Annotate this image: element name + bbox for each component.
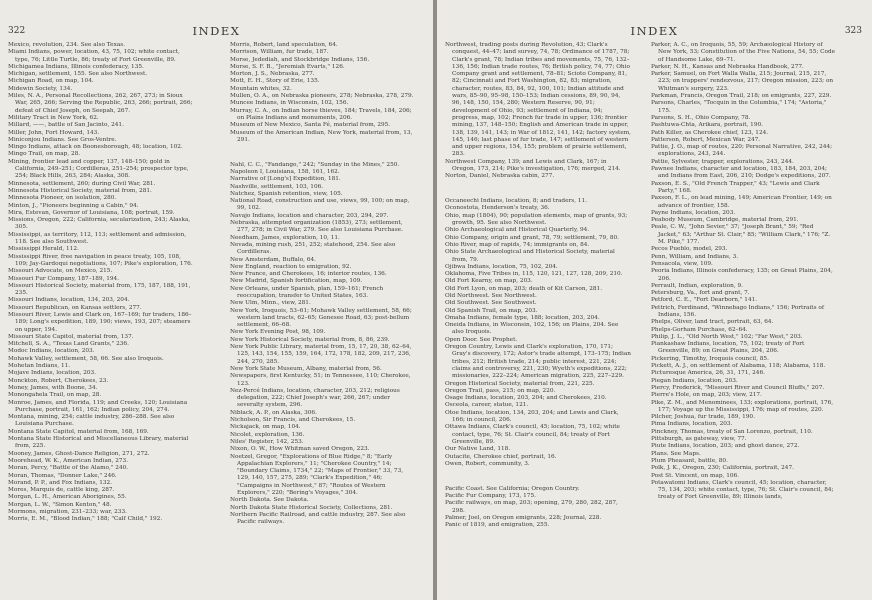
index-entry: Ohio State Archaeological and Historical Society, material from, 79. — [445, 249, 615, 263]
index-entry: Phelps-Gorham Purchase, 62–64. — [651, 326, 748, 333]
index-entry: Mooney, James, Ghost-Dance Religion, 271, 272. — [8, 450, 150, 457]
index-entry: Phelps, Oliver, land tract, portrait, 63, 64. — [651, 319, 774, 326]
index-entry: New York Evening Post, 98, 109. — [230, 329, 326, 336]
index-entry: Nicholson, Sir Francis, and Cherokees, 15. — [230, 417, 356, 424]
index-entry: Missions, Oregon, 222; California, secularization, 243; Alaska, 305. — [8, 217, 191, 231]
index-entry: Otoe Indians, location, 134, 203, 204; and Lewis and Clark, 166; in council, 206. — [445, 409, 619, 424]
index-entry: Mingo Trail, on map, 28. — [8, 151, 81, 158]
index-entry: Muncee Indians, in Wisconsin, 102, 156. — [230, 100, 349, 107]
index-entry: Mining, frontier lead and copper, 137, 148–150; gold in California, 249–251; Cordilleras, 251–254; prospector type, 254; Black Hills, 263, 284; Alaska, 308. — [8, 158, 189, 180]
index-entry: New York State Museum, Albany, material from, 56. — [230, 365, 382, 372]
index-entry: Minnesota Historical Society, material from, 281. — [8, 187, 152, 194]
index-entry: Piankashaw Indians, location, 75, 102; treaty of Fort Greenville, 89; on Great Plains, 204, 206. — [651, 341, 805, 355]
index-entry: Pettrich, Ferdinand, "Winnebago Indians," 156; Portraits of Indians, 156. — [651, 304, 824, 318]
index-entry: Pacific Fur Company, 173, 175. — [445, 492, 536, 499]
index-entry: Miller, John, Fort Howard, 143. — [8, 129, 100, 136]
index-entry: Morse, Jedediah, and Stockbridge Indians, 156. — [230, 56, 370, 63]
index-entry: New England, reaction to emigration, 92. — [230, 263, 352, 270]
index-entry: Pilcher, Joshua, fur trade, 189, 190. — [651, 414, 755, 421]
index-entry: Nez-Percé Indians, location, character, 203, 212; religious delegation, 222; Chief Joseph's war, 266, 267; under severalty system, 296. — [230, 387, 400, 409]
right-column-1 — [445, 42, 631, 529]
index-entry: Owen, Robert, community, 3. — [445, 460, 530, 467]
index-entry: Montana State Historical and Miscellaneous Library, material from, 225. — [8, 436, 189, 450]
index-entry: Minnesota Pioneer, on isolation, 280. — [8, 195, 117, 202]
index-entry: Morand, P. P., and Fox Indians, 132. — [8, 479, 112, 486]
index-entry: Nickajack, on map, 104. — [230, 424, 301, 431]
index-entry: Ohio Company, origin and grant, 78, 79; settlement, 79, 80. — [445, 234, 619, 241]
index-entry: Nicolet, exploration, 136. — [230, 431, 305, 438]
index-entry: Oklahoma, Five Tribes in, 115, 120, 121, 127, 128, 209, 210. — [445, 271, 623, 278]
index-entry: Midewin Society, 134. — [8, 85, 73, 92]
right-running-head — [437, 26, 872, 40]
index-entry: Narrative of [Long's] Expedition, 181. — [230, 176, 341, 183]
index-entry: Michigan, settlement, 155. See also Northwest. — [8, 71, 148, 78]
index-entry: Pacific railways, on map, 203; opening, 279, 280, 282, 287, 298. — [445, 500, 618, 514]
index-entry: Mohawk Valley, settlement, 58, 66. See also Iroquois. — [8, 355, 164, 362]
index-entry: Nebraska, attempted organization (1853), 273; settlement, 277, 278; in Civil War, 279. See also Louisiana Purchase. — [230, 220, 403, 234]
index-entry: Ohio, map (1804), 90; population elements, map of grants, 93; growth, 95. See also Northwest. — [445, 212, 628, 227]
index-entry: Philip, J. L., "Old North West," 102; "Far West," 203. — [651, 333, 803, 340]
index-entry: Mullen, O. A., on Nebraska pioneers, 278; Nebraska, 278, 279. — [230, 93, 414, 100]
index-entry: Mores, Marquis de, cattle king, 287. — [8, 487, 115, 494]
index-entry: Newspapers, first Kentucky, 51; in Tennessee, 110; Cherokee, 123. — [230, 373, 411, 387]
index-entry: Montana State Capitol, material from, 168, 169. — [8, 428, 149, 435]
index-entry: New York, Iroquois, 53–61; Mohawk Valley settlement, 58, 66; western land tracts, 62–65; Genesee Road, 63; post-bellum settlement, 66–68. — [230, 307, 412, 329]
index-entry: Old Fort Kearny, on map, 203. — [445, 278, 533, 285]
index-entry: Mississippi, as territory, 112, 113; settlement and admission, 118. See also Southwest. — [8, 231, 187, 246]
index-entry: Parkman, Francis, Oregon Trail, 218; on emigrants, 227, 229. — [651, 93, 832, 100]
index-entry: Mott, E. H., Story of Erie, 135. — [230, 78, 320, 85]
index-entry: Post St. Vincent, on map, 106. — [651, 472, 739, 479]
index-entry: Occaneechi Indians, location, 8; and traders, 11. — [445, 198, 587, 205]
index-entry: Mississippi Herald, 112. — [8, 246, 79, 253]
index-entry: Monongahela Trail, on map, 28. — [8, 392, 102, 399]
index-entry: Pinckney, Thomas, treaty of San Lorenzo, portrait, 110. — [651, 428, 813, 435]
index-entry: Ohio River, map of rapids, 74; immigrants on, 84. — [445, 241, 590, 248]
index-entry: Pima Indians, location, 203. — [651, 421, 733, 428]
right-column-2 — [651, 42, 837, 502]
index-entry: Montana, mining, 254; cattle industry, 286–288. See also Louisiana Purchase. — [8, 414, 175, 428]
index-entry: Missouri Republican, on Kansas settlers, 277. — [8, 304, 142, 311]
index-entry: Nashville, settlement, 103, 106. — [230, 183, 324, 190]
index-entry: Potawatomi Indians, Clark's council, 45; location, character, 75, 134, 203; white contact, type, 76; St. Clair's council, 84; treaty of Fort Greenville, 89; Illinois lands, — [651, 479, 834, 501]
index-entry: Navajo Indians, location and character, 203, 294, 297. — [230, 212, 389, 219]
index-entry: Northwest Company, 139; and Lewis and Clark, 167; in Oregon, 173, 214; Pike's investigation, 176; merged, 214. — [445, 158, 621, 173]
index-entry: Piercy, Frederick, "Missouri River and Council Bluffs," 207. — [651, 384, 825, 391]
index-entry: Morrison, William, fur trade, 187. — [230, 49, 329, 56]
index-entry: Path Killer, as Cherokee chief, 123, 124. — [651, 129, 769, 136]
index-entry: Miniconjou Indians. See Gros-Ventre. — [8, 136, 117, 143]
index-entry: Panic of 1819, and emigration, 255. — [445, 522, 550, 529]
index-entry: Monckton, Robert, Cherokees, 23. — [8, 377, 109, 384]
index-entry: Missouri Advocate, on Mexico, 215. — [8, 268, 113, 275]
index-entry: New Amsterdam, Buffalo, 64. — [230, 256, 316, 263]
index-entry: Outacite, Cherokee chief, portrait, 16. — [445, 453, 557, 460]
index-entry: Osceola, career, statue, 121. — [445, 402, 529, 409]
index-entry: Niblack, A. P., on Alaska, 306. — [230, 409, 317, 416]
index-entry: Oconostota, Henderson's treaty, 36. — [445, 205, 550, 212]
index-entry: Plum Pheasant, battle, 80. — [651, 457, 728, 464]
index-entry: North Dakota. See Dakota. — [230, 497, 309, 504]
index-entry: Paxson, F. L., on lead mining, 149; American Frontier, 149; on advance of frontier, 158. — [651, 195, 832, 209]
index-entry: Old Spanish Trail, on map, 203. — [445, 307, 538, 314]
index-entry: Mississippi River, free navigation in peace treaty, 105, 108, 109; Jay-Gardoqui negotiations, 107; Pike's exploration, 176. — [8, 253, 193, 267]
index-entry: Mormons, migration, 231–233; war, 233. — [8, 509, 127, 515]
index-entry: Peabody Museum, Cambridge, material from, 291. — [651, 217, 799, 224]
index-entry: Pickett, A. J., on settlement of Alabama, 118; Alabama, 118. — [651, 363, 826, 370]
left-page — [0, 0, 433, 600]
index-entry: Morton, J. S., Nebraska, 277. — [230, 71, 315, 78]
index-entry: Morris, E. M., "Blood Indian," 188; "Calf Child," 192. — [8, 516, 163, 523]
index-entry: Minnesota, settlement, 260; during Civil War, 281. — [8, 180, 156, 187]
index-entry: Morse, S. F. B., "Jeremiah Evarts," 126. — [230, 63, 345, 70]
index-entry: Perrault, Indian, exploration, 9. — [651, 282, 743, 289]
index-entry: Petersburg, Va., fort and grant, 7. — [651, 290, 750, 297]
right-page — [437, 0, 872, 600]
index-entry: Oregon Country, Lewis and Clark's exploration, 170, 171; Gray's discovery, 172; Astor's trade attempt, 173–175; Indian tribes, 212; British trade, 214; public interest, 221, 224; claims and controversy, 221, 230; Wyeth's expeditions, 222; missionaries, 222–224; American migration, 225, 227–229. — [445, 344, 631, 380]
index-entry: Military Tract in New York, 62. — [8, 114, 99, 121]
index-entry: Miami Indians, power, location, 43, 75, 102; white contact, type, 76; Little Turtle, 86; treaty of Fort Greenville, 89. — [8, 49, 180, 63]
index-entry: Petford, C. E., "Fort Dearborn," 141. — [651, 297, 758, 304]
index-entry: Parsons, Charles, "Tocquin in the Columbia," 174; "Astoria," 175. — [651, 100, 827, 114]
index-entry: Piegan Indians, location, 203. — [651, 377, 738, 384]
index-entry: Osage Indians, location, 203, 204; and Cherokees, 210. — [445, 395, 607, 402]
index-entry: Parker, N. H., Kansas and Nebraska Handbook, 277. — [651, 63, 804, 70]
index-entry: Norton, Daniel, Nebraska cabin, 277. — [445, 173, 555, 180]
index-entry: Pensacola, view, 109. — [651, 260, 713, 267]
index-entry: New York Public Library, material from, 15, 17, 20, 38, 62–64, 125, 143, 154, 155, 159, 164, 172, 178, 182, 209, 217, 236, 244, 270, 285. — [230, 344, 412, 365]
right-page-number: 323 — [844, 26, 862, 36]
index-entry: Nevada, mining rush, 251, 252; statehood, 254. See also Cordilleras. — [230, 241, 396, 256]
index-entry: Money, James, with Boone, 34. — [8, 384, 98, 391]
left-page-number: 322 — [8, 26, 26, 36]
index-entry: Napoleon I, Louisiana, 158, 161, 162. — [230, 168, 340, 175]
index-entry: Northern Pacific Railroad, and cattle industry, 287. See also Pacific railways. — [230, 511, 406, 526]
index-entry: Oneida Indians, in Wisconsin, 102, 156; on Plains, 204. See also Iroquois. — [445, 322, 619, 336]
index-entry: Parsons, S. H., Ohio Company, 78. — [651, 114, 751, 121]
section-gap — [445, 186, 631, 192]
index-entry: Murray, C. A., on Indian horse thieves, 184; Travels, 184, 206; on Plains Indians and monuments, 206. — [230, 107, 412, 121]
index-entry: Moran, Percy, "Battle of the Alamo," 240. — [8, 465, 129, 472]
index-entry: Peale, C. W., "John Sevier," 37; "Joseph Brant," 59; "Red Jacket," 63; "Arthur St. Clair," 85; "William Clark," 176; "Z. M. Pike," 177. — [651, 224, 831, 246]
index-entry: Pittsburgh, as gateway, view, 77. — [651, 436, 747, 443]
index-entry: Parker, A. C., on Iroquois, 55, 59; Archæological History of New York, 53; Constitution of the Five Nations, 54, 55; Code of Handsome Lake, 69–71. — [651, 42, 836, 63]
index-entry: Oregon Historical Society, material from, 221, 225. — [445, 380, 595, 387]
index-entry: New Madrid, Spanish fortification, map, 109. — [230, 278, 363, 285]
index-entry: Paxson, E. S., "Old French Trapper," 43; "Lewis and Clark Party," 168. — [651, 180, 820, 194]
index-entry: Omaha Indians, female type, 188; location, 203, 204. — [445, 314, 600, 321]
index-entry: Payne Indians, location, 203. — [651, 209, 736, 216]
index-entry: Noetzel, Gregor, "Explorations of Blue Ridge," 8; "Early Appalachian Explorers," 11; "Cherokee Country," 14; "Boundary Claims, 1734," 22; "Maps of Frontier," 33, 73, 129, 140, 157, 275, 289; "Clark's Expedition," 46; "Campaigns in Northwest," 87; "Routes of Western Explorers," 220; "Bering's Voyages," 304. — [230, 453, 404, 497]
left-column-1 — [8, 42, 194, 524]
index-entry: Picturesque America, 26, 31, 171, 246. — [651, 370, 765, 377]
index-entry: Pacific Coast. See California; Oregon Country. — [445, 485, 580, 492]
index-entry: Moran, Thomas, "Donner Lake," 246. — [8, 472, 117, 479]
index-entry: Missouri Fur Company, 187–189, 194. — [8, 275, 120, 282]
index-entry: Michigamea Indians, Illinois confederacy, 135. — [8, 63, 144, 70]
index-entry: Old Northwest. See Northwest. — [445, 293, 537, 299]
index-entry: National Road, construction and use, views, 99, 100; on map, 99, 102. — [230, 198, 410, 212]
left-column-2 — [230, 42, 416, 527]
index-entry: Ottawa Indians, Clark's council, 45; location, 75, 102; white contact, type, 76; St. Clair's council, 84; treaty of Fort Greenville, 89. — [445, 424, 620, 445]
index-entry: Mountain whites, 32. — [230, 85, 292, 92]
index-entry: Missouri Indians, location, 134, 203, 204. — [8, 297, 130, 304]
index-entry: New York Historical Society, material from, 8, 86, 239. — [230, 336, 390, 343]
index-entry: Pattie, J. O., map of routes, 220; Personal Narrative, 242, 244; explorations, 243, 244. — [651, 144, 833, 158]
index-entry: Mitchell, S. A., "Texas Land Grants," 236. — [8, 341, 129, 348]
index-entry: Natchez, Spanish retention, view, 105. — [230, 190, 343, 197]
index-entry: New Ulm, Minn., view, 281. — [230, 300, 311, 307]
index-entry: Mohetan Indians, 11. — [8, 363, 71, 370]
index-entry: Minton, J., "Pioneers beginning a Cabin," 94. — [8, 202, 139, 209]
index-entry: Niles' Register, 142, 253. — [230, 438, 304, 445]
index-entry: Polk, J. K., Oregon, 230; California, portrait, 247. — [651, 465, 794, 472]
index-entry: Morris, Robert, land speculation, 64. — [230, 42, 338, 48]
index-entry: Parker, Samuel, on Fort Walla Walla, 215; Journal, 215, 217, 223; on trappers' rendezvous, 217; Oregon mission, 223; on Whitman's surgery, 223. — [651, 71, 834, 92]
index-entry: Open Door. See Prophet. — [445, 336, 518, 343]
index-entry: Pecos Pueblo, model, 293. — [651, 246, 728, 253]
section-gap — [230, 150, 416, 156]
index-entry: Mexico, revolution, 234. See also Texas. — [8, 42, 126, 48]
index-entry: Old Southwest. See Southwest. — [445, 300, 537, 307]
index-entry: Morgan, L. H., American Aborigines, 55. — [8, 494, 127, 501]
index-entry: New Orleans, under Spanish, plan, 159–161; French reoccupation, transfer to United States, 163. — [230, 285, 384, 299]
index-entry: Old Fort Lyon, on map, 203; death of Kit Carson, 281. — [445, 285, 603, 292]
index-entry: Piute Indians, location, 203; and ghost dance, 272. — [651, 443, 800, 450]
index-entry: Pike, Z. M., and Menominees, 133; explorations, portrait, 176, 177; Voyage up the Mississippi, 176; map of routes, 220. — [651, 399, 834, 413]
index-entry: Morgan, L. W., "Simon Kenton," 48. — [8, 501, 112, 508]
index-entry: Pickering, Timothy, Iroquois council, 85. — [651, 355, 769, 362]
index-entry: Mojave Indians, location, 203. — [8, 370, 96, 377]
index-entry: Millard, ——, battle of San Jacinto, 241. — [8, 122, 124, 129]
section-gap — [445, 474, 631, 480]
index-entry: Nahl, C. C., "Fandango," 242; "Sunday in the Mines," 250. — [230, 161, 400, 168]
index-entry: Palmer, Joel, on Oregon emigrants, 228; Journal, 228. — [445, 514, 602, 521]
index-entry: Peoria Indians, Illinois confederacy, 135; on Great Plains, 204, 206. — [651, 268, 833, 282]
index-entry: Patterson, Robert, Mexican War, 247. — [651, 136, 761, 143]
index-entry: Museum of the American Indian, New York, material from, 13, 291. — [230, 129, 413, 143]
index-entry: Ohio Archaeological and Historical Quarterly, 94. — [445, 227, 590, 234]
index-entry: Our Native Land, 118. — [445, 446, 511, 453]
left-page-header: INDEX — [192, 24, 241, 38]
index-entry: Needham, James, exploration, 10, 11. — [230, 234, 340, 241]
index-entry: Modoc Indians, location, 203. — [8, 348, 95, 355]
index-entry: North Dakota State Historical Society, Collections, 281. — [230, 504, 393, 511]
right-page-header: INDEX — [630, 24, 679, 38]
index-entry: Mira, Estevan, Governor of Louisiana, 108; portrait, 159. — [8, 209, 175, 216]
index-entry: Plans. See Maps. — [651, 450, 701, 457]
index-entry: Northwest, trading posts during Revolution, 43; Clark's conquest, 44–47; land survey, 74, 78; Ordinance of 1787, 78; Clark's grant, 78; Indian tribes and movements, 75, 76, 132–136, 156; Indian trade routes, 76; British policy, 74, 77; Ohio Company grant and settlement, 78–81; Scioto Company, 81, 82; Cincinnati and Fort Washington, 82, 83; migration, character, routes, 83, 84, 92, 100, 101; Indian attitude and wars, 85–90, 95–98, 150–153; Indian cessions, 89, 90, 94, 96, 148, 150, 154, 280; Western Reserve, 90, 91; development of Ohio, 93; settlement of Indiana, 94; progress, map, 102; French fur trade in upper, 136; frontier mining, 137, 148–150; English and American trade in upper, 138, 139, 141, 143; in War of 1812, 141, 142; factory system, 145, 146; last phase of fur trade, 147; settlement of western and upper regions, 154, 155; problem of prairie settlement, 283. — [445, 42, 632, 158]
index-entry: Nixon, O. W., How Whitman saved Oregon, 223. — [230, 446, 370, 453]
index-entry: Missouri River, Lewis and Clark on, 167–169; fur traders, 186–189; Long's expedition, 189, 190; views, 193, 207; steamers on upper, 194. — [8, 311, 192, 333]
index-entry: Missouri State Capitol, material from, 137. — [8, 333, 134, 340]
index-entry: Oregon Trail, pass, 215; on map, 220. — [445, 387, 556, 394]
index-entry: Monroe, James, and Florida, 119; and Creeks, 120; Louisiana Purchase, portrait, 161, 162; Indian policy, 204, 274. — [8, 399, 188, 413]
index-entry: Missouri Historical Society, material from, 175, 187, 188, 191, 235. — [8, 282, 191, 297]
left-running-head — [0, 26, 433, 40]
index-entry: Pierre's Hole, on map, 203; view, 217. — [651, 392, 762, 399]
index-entry: Ojibwa Indians, location, 75, 102, 204. — [445, 263, 558, 270]
index-entry: Museum of New Mexico, Santa Fé, material from, 295. — [230, 122, 391, 129]
index-entry: Pattie, Sylvester, trapper, explorations, 243, 244. — [651, 158, 794, 165]
index-entry: Pashtuwa-Chta, Arikara, portrait, 190. — [651, 122, 763, 129]
index-entry: Penn, William, and Indians, 3. — [651, 253, 739, 260]
index-entry: New France, and Cherokees, 16; interior routes, 136. — [230, 271, 387, 278]
index-entry: Mingo Indians, attack on Boonesborough, 48; location, 102. — [8, 144, 183, 151]
index-entry: Michigan Road, on map, 104. — [8, 78, 94, 85]
index-entry: Moorehead, W. K., American Indian, 273. — [8, 457, 129, 464]
index-entry: Miles, N. A., Personal Recollections, 262, 267, 273; in Sioux War, 265, 266; Serving the Republic, 263, 266; portrait, 266; defeat of Chief Joseph, on Seepah, 267. — [8, 93, 193, 114]
index-entry: Pawnee Indians, character and location, 183, 184, 203, 204; and Indians from East, 206, 210; Dodge's expeditions, 207. — [651, 166, 831, 180]
